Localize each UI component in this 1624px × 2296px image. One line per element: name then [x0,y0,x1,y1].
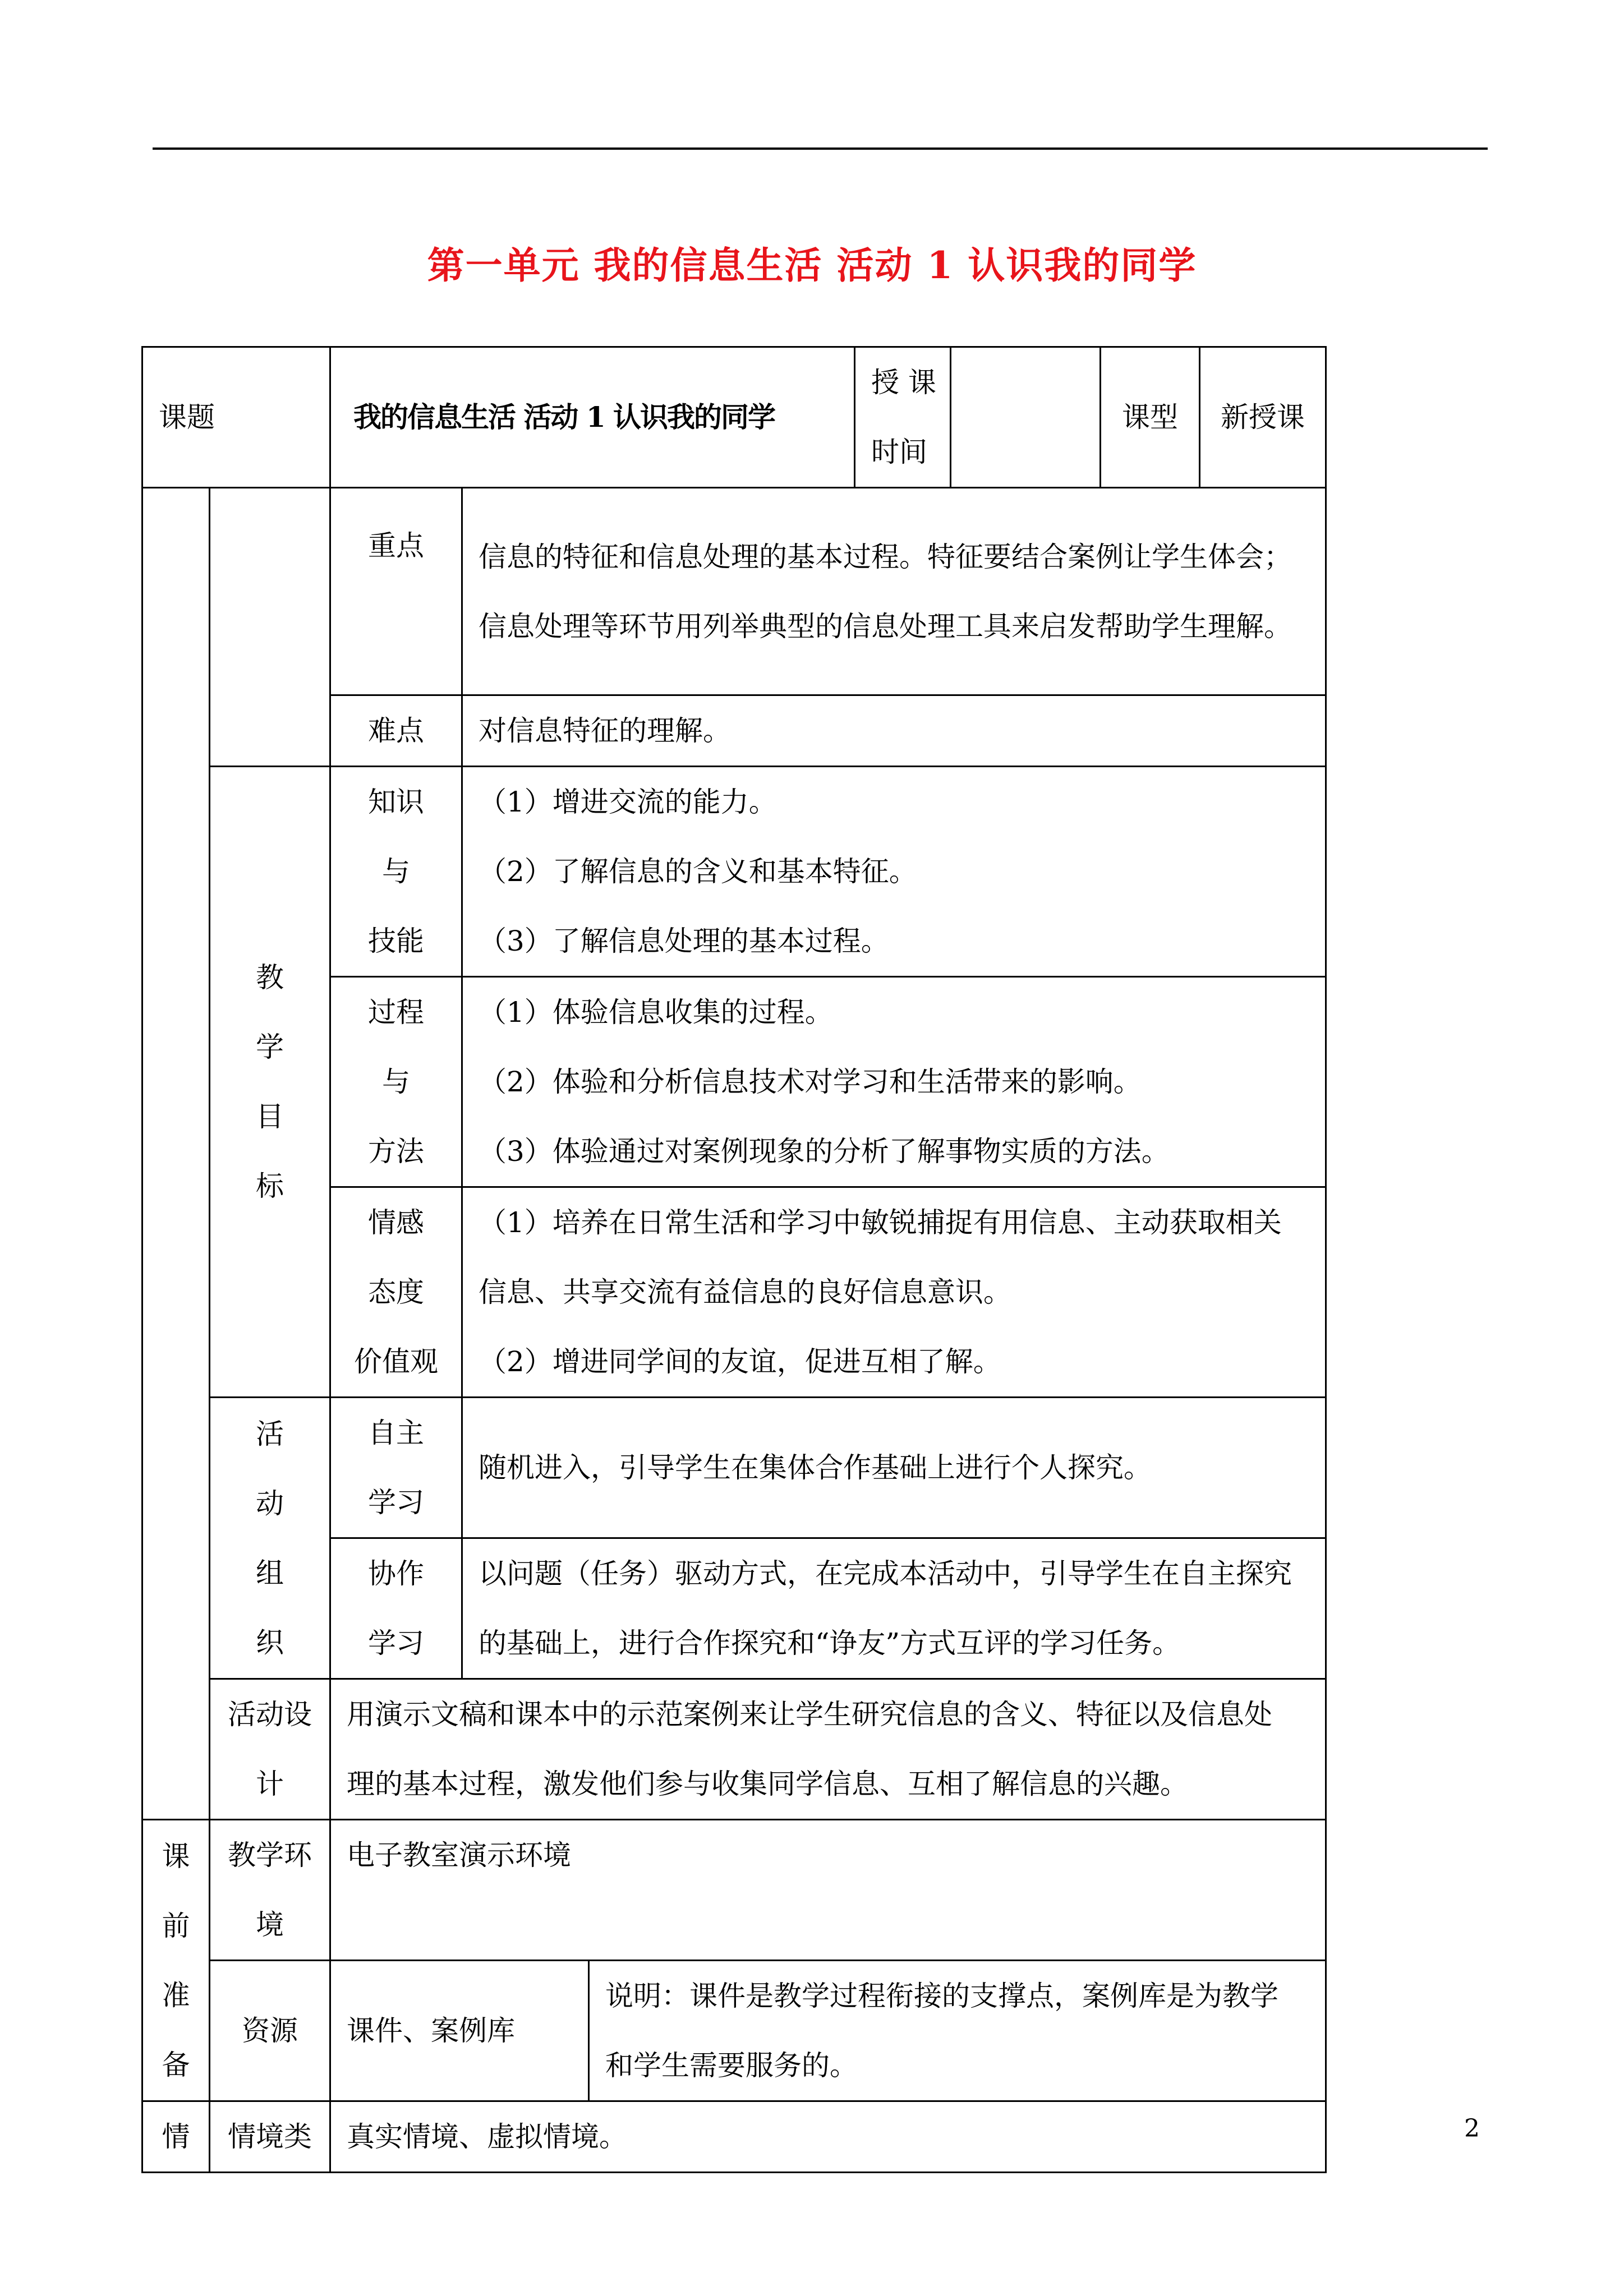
coop-study-text: 以问题（任务）驱动方式，在完成本活动中，引导学生在自主探究 的基础上，进行合作探究和“诤友”方式互评的学习任务。 [462,1538,1326,1679]
resources-row [142,1961,1326,2101]
key-points-text: 信息的特征和信息处理的基本过程。特征要结合案例让学生体会； 信息处理等环节用列举典型的信息处理工具来启发帮助学生理解。 [462,488,1326,695]
class-time-value [951,347,1101,488]
activity-design-row [142,1679,1326,1820]
coop-study-label: 协作 学习 [330,1538,462,1679]
attitude-text: （1）培养在日常生活和学习中敏锐捕捉有用信息、主动获取相关 信息、共享交流有益信息的良好信息意识。 （2）增进同学间的友谊，促进互相了解。 [462,1187,1326,1398]
resources-note: 说明：课件是教学过程衔接的支撑点，案例库是为教学 和学生需要服务的。 [589,1961,1326,2101]
resources-value: 课件、案例库 [330,1961,589,2101]
situation-row [142,2101,1326,2173]
self-study-label: 自主 学习 [330,1398,462,1538]
difficulty-label: 难点 [330,695,462,767]
key-blank-cell [210,488,330,767]
attitude-label: 情感 态度 价值观 [330,1187,462,1398]
difficulty-text: 对信息特征的理解。 [462,695,1326,767]
activity-design-label: 活动设 计 [210,1679,330,1820]
situation-text: 真实情境、虚拟情境。 [330,2101,1326,2173]
process-label: 过程 与 方法 [330,977,462,1187]
lesson-type-value: 新授课 [1200,347,1326,488]
class-time-label: 授 课 时间 [855,347,951,488]
key-points-row [142,488,1326,695]
topic-row [142,347,1326,488]
left-blank-column [142,488,210,1820]
situation-label: 情境类 [210,2101,330,2173]
resources-label: 资源 [210,1961,330,2101]
header-rule [153,147,1488,150]
document-title: 第一单元 我的信息生活 活动 1 认识我的同学 [427,243,1197,287]
topic-value: 我的信息生活 活动 1 认识我的同学 [330,347,855,488]
process-text: （1）体验信息收集的过程。 （2）体验和分析信息技术对学习和生活带来的影响。 （3）体验通过对案例现象的分析了解事物实质的方法。 [462,977,1326,1187]
knowledge-label: 知识 与 技能 [330,767,462,977]
knowledge-text: （1）增进交流的能力。 （2）了解信息的含义和基本特征。 （3）了解信息处理的基本过程。 [462,767,1326,977]
lesson-type-label: 课型 [1101,347,1200,488]
self-study-row [142,1398,1326,1538]
topic-label: 课题 [142,347,330,488]
self-study-text: 随机进入，引导学生在集体合作基础上进行个人探究。 [462,1398,1326,1538]
goal-knowledge-row [142,767,1326,977]
environment-text: 电子教室演示环境 [330,1820,1326,1961]
activity-org-label: 活 动 组 织 [210,1398,330,1679]
key-points-label: 重点 [330,488,462,695]
page-number: 2 [1464,2114,1480,2143]
prep-label: 课 前 准 备 [142,1820,210,2101]
environment-label: 教学环 境 [210,1820,330,1961]
activity-design-text: 用演示文稿和课本中的示范案例来让学生研究信息的含义、特征以及信息处 理的基本过程，激发他们参与收集同学信息、互相了解信息的兴趣。 [330,1679,1326,1820]
lesson-plan-table [141,346,1327,2173]
teaching-goals-label: 教 学 目 标 [210,767,330,1398]
situation-group-label: 情 [142,2101,210,2173]
environment-row [142,1820,1326,1961]
